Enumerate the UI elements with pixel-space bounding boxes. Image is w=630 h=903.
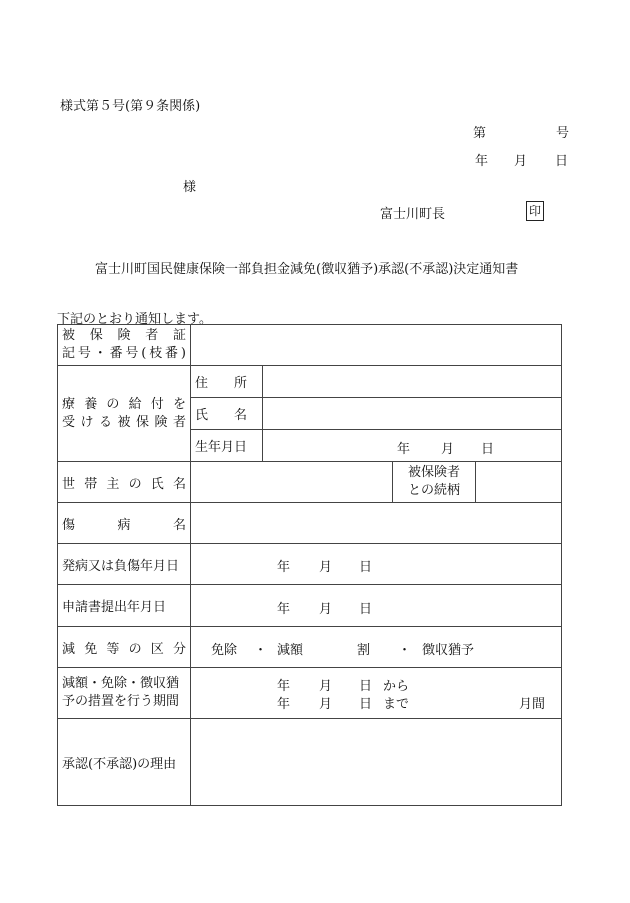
category-value xyxy=(191,627,562,668)
birthdate-value[interactable] xyxy=(263,430,562,462)
notice-table xyxy=(57,324,562,806)
category-dot-1: ・ xyxy=(254,643,268,658)
row-householder xyxy=(58,462,562,503)
householder-label: 世 帯 主 の 氏 名 xyxy=(58,462,191,503)
period-to-label: まで xyxy=(383,697,410,712)
row-application-date xyxy=(58,585,562,627)
doc-number-suffix: 号 xyxy=(556,126,570,141)
period-from-label: から xyxy=(383,679,410,694)
name-value[interactable] xyxy=(263,398,562,430)
period-to-year: 年 xyxy=(277,697,291,712)
intro-text: 下記のとおり通知します。 xyxy=(57,312,212,327)
application-label: 申請書提出年月日 xyxy=(58,585,191,627)
relation-value[interactable] xyxy=(476,462,562,503)
row-reason xyxy=(58,719,562,806)
birthdate-month: 月 xyxy=(441,441,455,457)
category-reduce[interactable]: 減額 xyxy=(277,643,304,658)
relation-label-line2: との続柄 xyxy=(407,483,460,498)
period-to-month: 月 xyxy=(319,697,333,712)
seal-stamp: 印 xyxy=(526,201,544,221)
birthdate-day: 日 xyxy=(481,441,495,457)
application-value[interactable] xyxy=(191,585,562,627)
disease-value[interactable] xyxy=(191,503,562,544)
application-month: 月 xyxy=(319,601,333,617)
category-dot-2: ・ xyxy=(398,643,412,658)
row-insured-id xyxy=(58,325,562,366)
name-label: 氏 名 xyxy=(191,398,263,430)
period-to-day: 日 xyxy=(359,697,373,712)
period-from-month: 月 xyxy=(319,679,333,694)
address-value[interactable] xyxy=(263,366,562,398)
date-month: 月 xyxy=(514,154,528,169)
relation-label-line1: 被保険者 xyxy=(407,465,460,480)
insured-id-label xyxy=(58,325,191,366)
onset-label: 発病又は負傷年月日 xyxy=(58,544,191,585)
reason-value[interactable] xyxy=(191,719,562,806)
category-percent: 割 xyxy=(357,643,371,658)
insured-id-label-line2: 記号・番号(枝番) xyxy=(62,346,186,361)
category-exempt[interactable]: 免除 xyxy=(211,643,238,658)
onset-value[interactable] xyxy=(191,544,562,585)
period-label-line2: 予の措置を行う期間 xyxy=(62,694,180,709)
form-number: 様式第５号(第９条関係) xyxy=(60,99,201,114)
doc-number-prefix: 第 xyxy=(473,126,487,141)
period-months-label: 月間 xyxy=(519,697,546,712)
issuer-name: 富士川町長 xyxy=(380,207,446,222)
period-value[interactable] xyxy=(191,668,562,719)
addressee-suffix: 様 xyxy=(183,180,197,195)
row-onset-date xyxy=(58,544,562,585)
row-address xyxy=(58,366,562,398)
beneficiary-label-line2: 受 け る 被 保 険 者 xyxy=(62,414,186,430)
onset-month: 月 xyxy=(319,560,333,575)
householder-value[interactable] xyxy=(191,462,393,503)
reason-label: 承認(不承認)の理由 xyxy=(58,719,191,806)
application-day: 日 xyxy=(359,601,373,617)
beneficiary-label-line1: 療 養 の 給 付 を xyxy=(62,396,186,412)
date-year: 年 xyxy=(475,154,489,169)
period-from-day: 日 xyxy=(359,679,373,694)
birthdate-label: 生年月日 xyxy=(191,430,263,462)
document-title: 富士川町国民健康保険一部負担金減免(徴収猶予)承認(不承認)決定通知書 xyxy=(95,262,519,277)
date-day: 日 xyxy=(555,154,569,169)
disease-label: 傷 病 名 xyxy=(58,503,191,544)
category-defer[interactable]: 徴収猶予 xyxy=(422,643,475,658)
row-category xyxy=(58,627,562,668)
insured-id-value[interactable] xyxy=(191,325,562,366)
period-from-year: 年 xyxy=(277,679,291,694)
period-label-line1: 減額・免除・徴収猶 xyxy=(62,676,180,691)
category-label: 減 免 等 の 区 分 xyxy=(58,627,191,668)
application-year: 年 xyxy=(277,601,291,617)
row-disease xyxy=(58,503,562,544)
period-label xyxy=(58,668,191,719)
row-period xyxy=(58,668,562,719)
onset-day: 日 xyxy=(359,560,373,575)
relation-label xyxy=(393,462,476,503)
birthdate-year: 年 xyxy=(397,441,411,457)
address-label: 住 所 xyxy=(191,366,263,398)
onset-year: 年 xyxy=(277,560,291,575)
insured-id-label-line1: 被 保 険 者 証 xyxy=(62,328,186,343)
beneficiary-label xyxy=(58,366,191,462)
